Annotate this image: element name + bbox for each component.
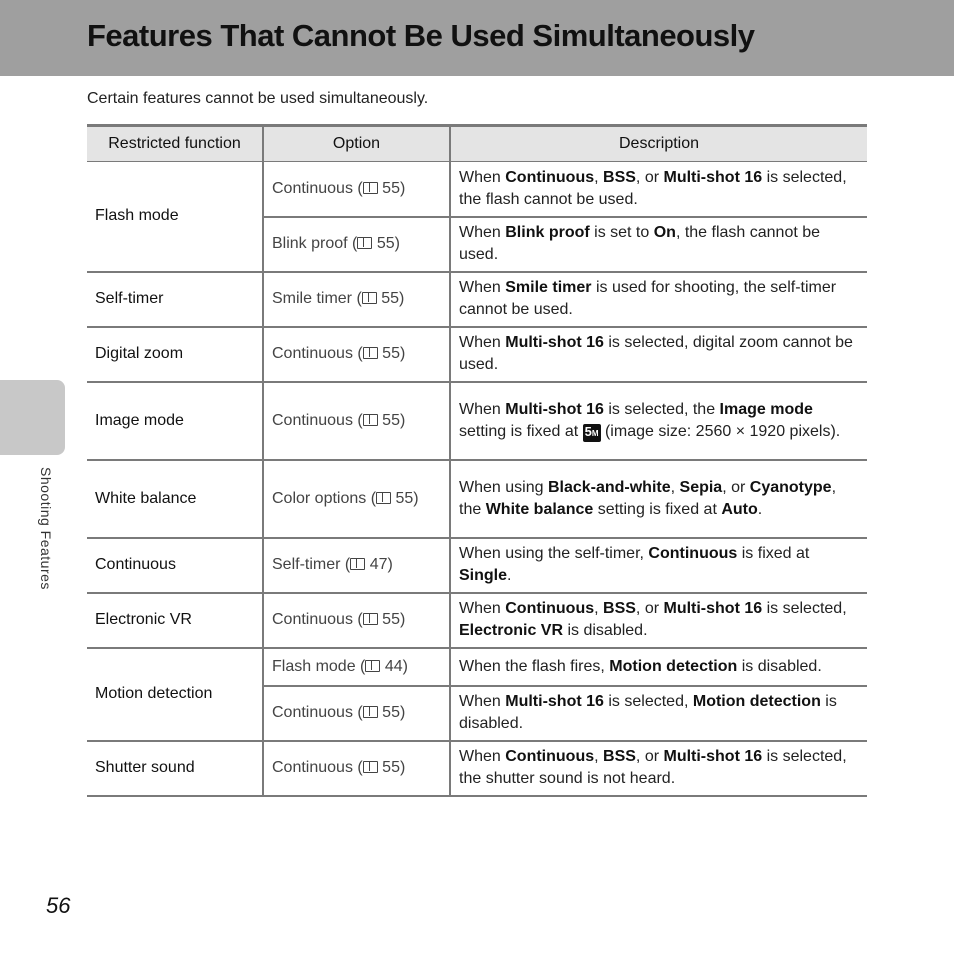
restricted-function-cell: Continuous — [87, 538, 263, 593]
setting-name: Multi-shot 16 — [663, 748, 763, 765]
option-label: Continuous ( — [272, 345, 363, 362]
setting-name: Motion detection — [609, 657, 738, 675]
option-label: Continuous ( — [272, 759, 363, 776]
description-cell — [450, 382, 867, 460]
option-label: Continuous ( — [272, 611, 363, 628]
option-label: Color options ( — [272, 489, 377, 507]
intro-text: Certain features cannot be used simultaneously. — [87, 90, 429, 107]
page-title: Features That Cannot Be Used Simultaneously — [87, 18, 755, 53]
page-reference-icon — [363, 613, 378, 625]
setting-name: Electronic VR — [459, 622, 564, 639]
description-text: , the flash cannot be used. — [459, 224, 821, 263]
option-cell: Continuous ( 55) — [263, 741, 450, 796]
setting-name: Multi-shot 16 — [663, 600, 763, 617]
description-text: is disabled. — [459, 693, 837, 732]
description-text: , — [594, 168, 604, 186]
description-text: is used for shooting, the self-timer cannot be used. — [459, 279, 837, 318]
option-cell: Flash mode ( 44) — [263, 648, 450, 686]
setting-name: Multi-shot 16 — [505, 400, 604, 418]
restricted-function-cell: Flash mode — [87, 162, 263, 272]
option-label: Blink proof ( — [272, 235, 358, 252]
page-reference-icon — [363, 761, 378, 773]
setting-name: White balance — [485, 500, 594, 518]
description-text: When — [459, 400, 506, 418]
description-cell — [450, 272, 867, 327]
page-reference-icon — [363, 347, 378, 359]
page-reference-link[interactable]: 55 — [395, 489, 414, 507]
restricted-function-cell: Image mode — [87, 382, 263, 460]
table-header-row — [87, 126, 867, 162]
restrictions-table — [87, 124, 867, 797]
option-label: Smile timer ( — [272, 290, 362, 307]
option-label: Flash mode ( — [272, 657, 366, 675]
description-cell — [450, 648, 867, 686]
option-cell: Continuous ( 55) — [263, 593, 450, 648]
header-restricted-function: Restricted function — [87, 126, 263, 162]
option-cell: Color options ( 55) — [263, 460, 450, 538]
table-row — [87, 538, 867, 593]
description-text: , — [594, 748, 604, 765]
description-text: is disabled. — [737, 657, 822, 675]
description-text: , or — [635, 600, 664, 617]
page-reference-icon — [362, 292, 377, 304]
page-reference-icon — [350, 558, 365, 570]
page-reference-link[interactable]: 55 — [382, 611, 400, 628]
setting-name: Smile timer — [505, 279, 592, 296]
table-row — [87, 162, 867, 217]
setting-name: Continuous — [505, 168, 595, 186]
page-reference-link[interactable]: 55 — [382, 411, 400, 429]
description-text: is selected, digital zoom cannot be used. — [459, 334, 853, 373]
restricted-function-cell: Shutter sound — [87, 741, 263, 796]
section-tab — [0, 380, 65, 455]
description-text: setting is fixed at — [459, 422, 583, 440]
setting-name: Continuous — [505, 600, 595, 617]
setting-name: BSS — [603, 600, 636, 617]
page-reference-link[interactable]: 55 — [376, 235, 395, 252]
option-label: Continuous ( — [272, 704, 363, 721]
header-description: Description — [450, 126, 867, 162]
description-text: is set to — [589, 224, 654, 241]
page-reference-link[interactable]: 55 — [382, 345, 400, 362]
description-text: When — [459, 693, 506, 710]
option-cell: Continuous ( 55) — [263, 327, 450, 382]
page-reference-icon — [363, 414, 378, 426]
setting-name: Multi-shot 16 — [505, 334, 604, 351]
description-cell — [450, 741, 867, 796]
page-reference-icon — [376, 492, 391, 504]
description-text: When — [459, 279, 506, 296]
description-text: , or — [635, 168, 664, 186]
description-text: When — [459, 748, 506, 765]
restricted-function-cell: Self-timer — [87, 272, 263, 327]
description-text: When — [459, 168, 506, 186]
page-reference-link[interactable]: 44 — [384, 657, 403, 675]
setting-name: Black-and-white — [547, 478, 671, 496]
setting-name: Continuous — [505, 748, 595, 765]
page-reference-link[interactable]: 47 — [369, 556, 388, 573]
page-reference-link[interactable]: 55 — [381, 290, 400, 307]
page-reference-link[interactable]: 55 — [382, 704, 400, 721]
description-text: is selected, — [603, 693, 693, 710]
restricted-function-cell: Electronic VR — [87, 593, 263, 648]
setting-name: BSS — [603, 168, 636, 186]
restricted-function-cell: Motion detection — [87, 648, 263, 741]
option-label: Continuous ( — [272, 179, 363, 197]
setting-name: Sepia — [679, 478, 723, 496]
restrictions-table-wrap — [87, 124, 867, 797]
description-text: setting is fixed at — [593, 500, 722, 518]
description-text: . — [507, 567, 512, 584]
page-reference-icon — [357, 237, 372, 249]
page-reference-link[interactable]: 55 — [382, 179, 400, 197]
description-cell — [450, 327, 867, 382]
page-reference-icon — [365, 660, 380, 672]
option-cell: Self-timer ( 47) — [263, 538, 450, 593]
description-text: is selected, — [762, 600, 847, 617]
setting-name: Motion detection — [692, 693, 821, 710]
table-row — [87, 648, 867, 686]
setting-name: Multi-shot 16 — [505, 693, 604, 710]
option-label: Continuous ( — [272, 411, 363, 429]
setting-name: Blink proof — [505, 224, 590, 241]
description-text: When the flash fires, — [459, 657, 610, 675]
description-text: is fixed at — [737, 545, 810, 562]
description-text: , or — [722, 478, 750, 496]
description-text: When using the self-timer, — [459, 545, 649, 562]
setting-name: BSS — [603, 748, 636, 765]
table-row — [87, 593, 867, 648]
description-cell — [450, 217, 867, 272]
image-mode-5m-icon: 5M — [583, 424, 601, 442]
setting-name: Continuous — [648, 545, 738, 562]
description-text: . — [757, 500, 763, 518]
option-label: Self-timer ( — [272, 556, 351, 573]
page-reference-link[interactable]: 55 — [382, 759, 400, 776]
section-label: Shooting Features — [38, 467, 54, 590]
option-cell: Continuous ( 55) — [263, 382, 450, 460]
table-body — [87, 162, 867, 796]
description-cell — [450, 162, 867, 217]
header-option: Option — [263, 126, 450, 162]
description-text: (image size: 2560 × 1920 pixels). — [600, 422, 841, 440]
option-cell: Continuous ( 55) — [263, 162, 450, 217]
description-cell — [450, 593, 867, 648]
option-cell: Continuous ( 55) — [263, 686, 450, 741]
description-text: When using — [459, 478, 548, 496]
setting-name: Auto — [721, 500, 758, 518]
setting-name: Single — [459, 567, 508, 584]
description-cell — [450, 686, 867, 741]
description-text: , the — [459, 478, 837, 518]
option-cell: Smile timer ( 55) — [263, 272, 450, 327]
page-reference-icon — [363, 706, 378, 718]
description-text: When — [459, 600, 506, 617]
table-row — [87, 327, 867, 382]
setting-name: Image mode — [719, 400, 813, 418]
description-text: , — [670, 478, 680, 496]
description-text: is selected, the flash cannot be used. — [459, 168, 847, 208]
table-row — [87, 741, 867, 796]
description-text: When — [459, 334, 506, 351]
description-text: , or — [635, 748, 664, 765]
setting-name: On — [653, 224, 676, 241]
page-number: 56 — [46, 893, 71, 918]
page-reference-icon — [363, 182, 378, 194]
description-text: , — [594, 600, 604, 617]
restricted-function-cell: Digital zoom — [87, 327, 263, 382]
table-row — [87, 272, 867, 327]
description-cell — [450, 460, 867, 538]
table-row — [87, 460, 867, 538]
description-text: is selected, the — [603, 400, 720, 418]
setting-name: Cyanotype — [749, 478, 832, 496]
setting-name: Multi-shot 16 — [663, 168, 763, 186]
description-text: is disabled. — [563, 622, 648, 639]
description-text: is selected, the shutter sound is not heard. — [459, 748, 847, 787]
description-cell — [450, 538, 867, 593]
option-cell: Blink proof ( 55) — [263, 217, 450, 272]
description-text: When — [459, 224, 506, 241]
restricted-function-cell: White balance — [87, 460, 263, 538]
table-row — [87, 382, 867, 460]
